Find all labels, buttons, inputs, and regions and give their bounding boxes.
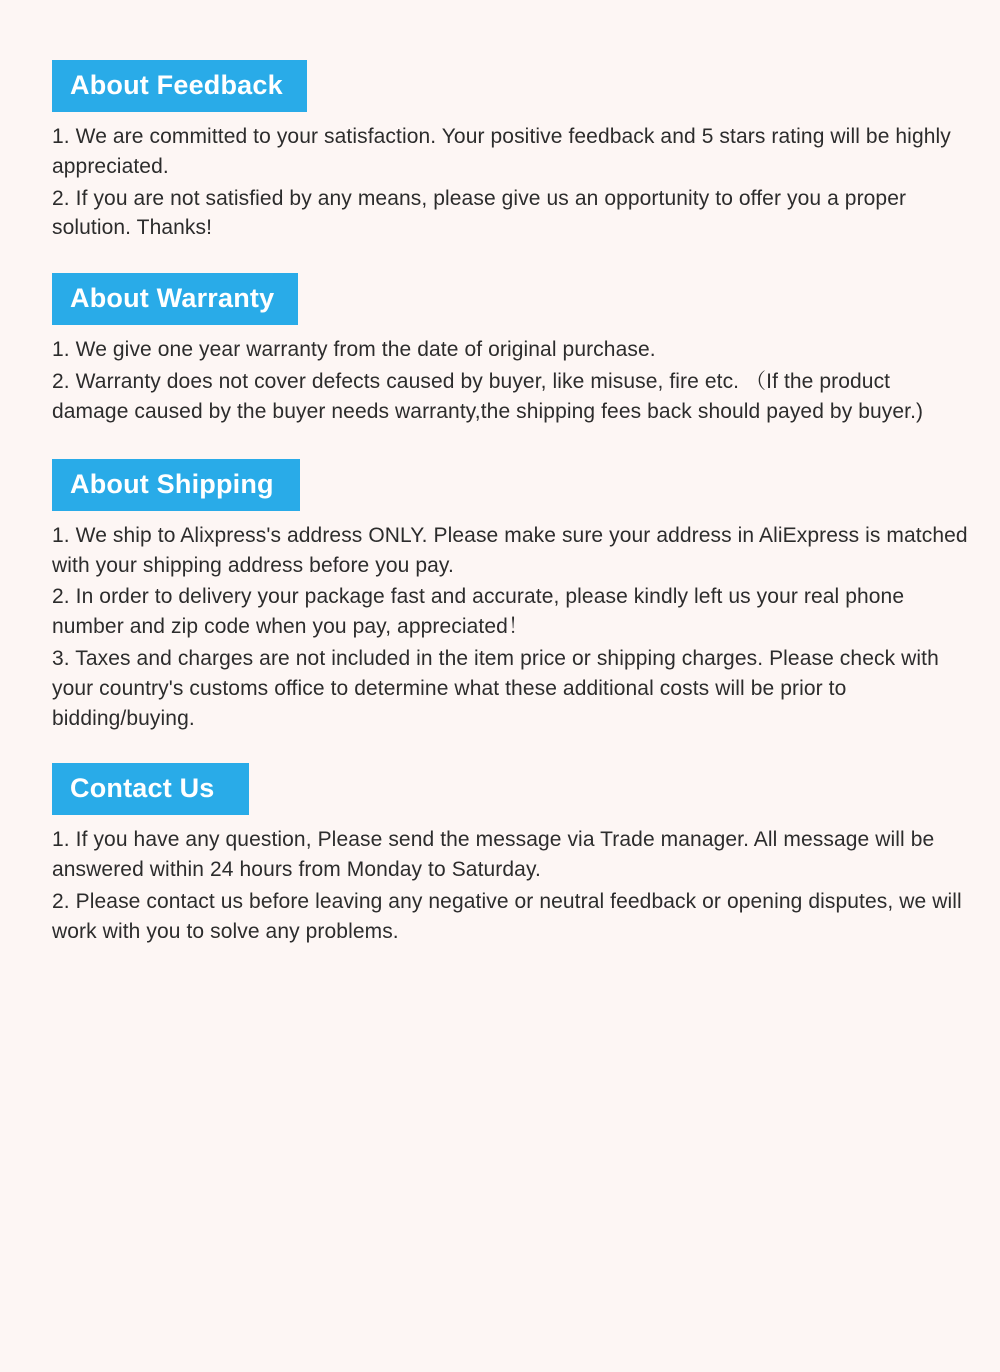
warranty-paragraph-1: 1. We give one year warranty from the date of original purchase.: [52, 338, 656, 362]
section-about-warranty: [52, 273, 970, 426]
contact-paragraph-1: 1. If you have any question, Please send the message via Trade manager. All message will be answered within 24 hours from Monday to Saturday.: [52, 828, 935, 882]
contact-paragraph-2: 2. Please contact us before leaving any negative or neutral feedback or opening disputes, we will work with you to solve any problems.: [52, 890, 962, 943]
section-heading-feedback: About Feedback: [52, 60, 307, 112]
section-contact-us: [52, 763, 970, 946]
warranty-paragraph-2: 2. Warranty does not cover defects caused by buyer, like misuse, fire etc. （If the product damage caused by the buyer needs warranty,the shipping fees back should payed by buyer.): [52, 370, 924, 423]
shipping-paragraph-1: 1. We ship to Alixpress's address ONLY. Please make sure your address in AliExpress is matched with your shipping address before you pay.: [52, 523, 968, 577]
section-heading-contact: Contact Us: [52, 763, 249, 815]
feedback-paragraph-1: 1. We are committed to your satisfaction. Your positive feedback and 5 stars rating will be highly appreciated.: [52, 125, 951, 178]
section-heading-warranty: About Warranty: [52, 273, 298, 325]
shipping-paragraph-2: 2. In order to delivery your package fast and accurate, please kindly left us your real phone number and zip code when you pay, appreciated！: [52, 585, 905, 639]
shipping-paragraph-3: 3. Taxes and charges are not included in the item price or shipping charges. Please check with your country's customs office to determine what these additional costs will be prior to bidding/buying.: [52, 646, 939, 730]
section-about-shipping: [52, 459, 970, 734]
feedback-paragraph-2: 2. If you are not satisfied by any means, please give us an opportunity to offer you a proper solution. Thanks!: [52, 186, 907, 240]
section-heading-shipping: About Shipping: [52, 459, 300, 511]
section-about-feedback: [52, 60, 970, 243]
